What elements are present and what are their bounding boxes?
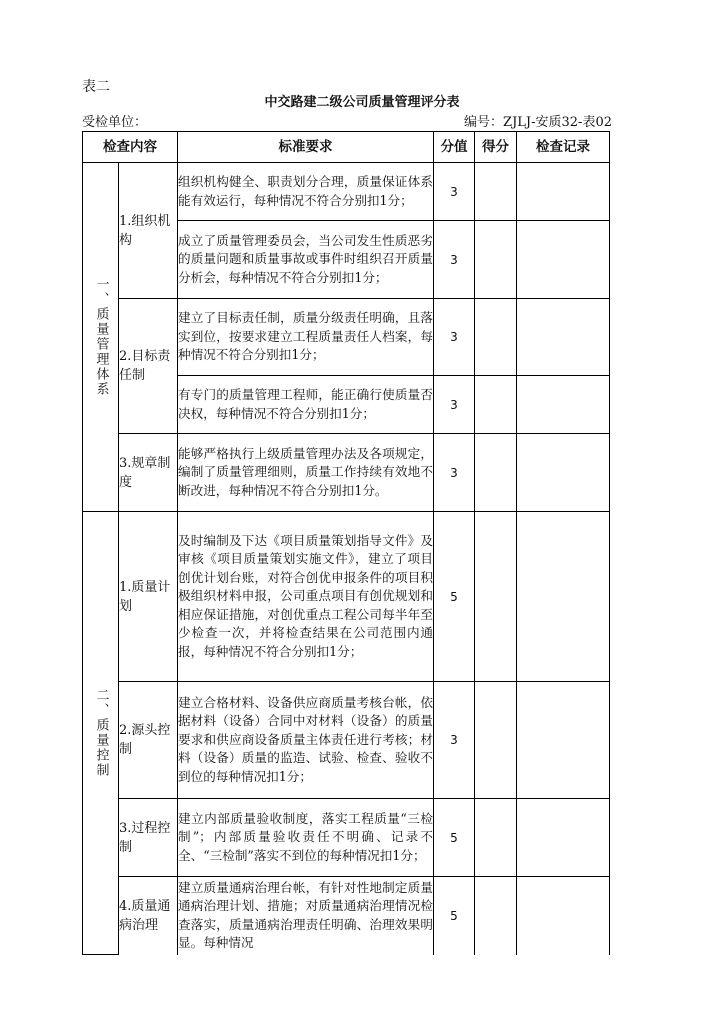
table-row xyxy=(83,299,610,376)
points-cell[interactable] xyxy=(475,877,517,955)
table-row xyxy=(83,434,610,512)
criterion-score: 3 xyxy=(434,376,475,434)
header-standard: 标准要求 xyxy=(178,132,434,163)
points-cell[interactable] xyxy=(475,376,517,434)
points-cell[interactable] xyxy=(475,221,517,299)
points-cell[interactable] xyxy=(475,434,517,512)
criterion-score: 5 xyxy=(434,512,475,682)
criterion-score: 5 xyxy=(434,877,475,955)
item-name: 3.规章制度 xyxy=(119,434,178,512)
table-row xyxy=(83,799,610,877)
record-cell[interactable] xyxy=(517,799,610,877)
points-cell[interactable] xyxy=(475,512,517,682)
meta-line xyxy=(82,111,612,130)
points-cell[interactable] xyxy=(475,799,517,877)
record-cell[interactable] xyxy=(517,376,610,434)
criterion-text: 及时编制及下达《项目质量策划指导文件》及审核《项目质量策划实施文件》，建立了项目创优计划台账，对符合创优申报条件的项目积极组织材料申报，公司重点项目有创优规划和相应保证措施，对创优重点工程公司每半年至少检查一次，并将检查结果在公司范围内通报，每种情况不符合分别扣1分； xyxy=(178,512,434,682)
criterion-text: 建立了目标责任制，质量分级责任明确，且落实到位，按要求建立工程质量责任人档案，每种情况不符合分别扣1分； xyxy=(178,299,434,376)
record-cell[interactable] xyxy=(517,682,610,799)
criterion-score: 3 xyxy=(434,163,475,221)
item-name: 1.质量计划 xyxy=(119,512,178,682)
section-title: 一、质量管理体系 xyxy=(83,163,119,512)
table-row xyxy=(83,877,610,955)
criterion-text: 组织机构健全、职责划分合理，质量保证体系能有效运行，每种情况不符合分别扣1分； xyxy=(178,163,434,221)
criterion-score: 5 xyxy=(434,799,475,877)
record-cell[interactable] xyxy=(517,877,610,955)
record-cell[interactable] xyxy=(517,163,610,221)
record-cell[interactable] xyxy=(517,299,610,376)
points-cell[interactable] xyxy=(475,682,517,799)
criterion-text: 能够严格执行上级质量管理办法及各项规定，编制了质量管理细则，质量工作持续有效地不断改进，每种情况不符合分别扣1分。 xyxy=(178,434,434,512)
score-table xyxy=(82,131,610,955)
criterion-score: 3 xyxy=(434,682,475,799)
header-points: 得分 xyxy=(475,132,517,163)
criterion-score: 3 xyxy=(434,434,475,512)
section-title: 二、质量控制 xyxy=(83,512,119,955)
page-label: 表二 xyxy=(82,79,110,95)
record-cell[interactable] xyxy=(517,434,610,512)
document-number: 编号：ZJLJ-安质32-表02 xyxy=(464,115,612,130)
criterion-text: 建立合格材料、设备供应商质量考核台帐，依据材料（设备）合同中对材料（设备）的质量要求和供应商设备质量主体责任进行考核；材料（设备）质量的监造、试验、检查、验收不到位的每种情况扣1分； xyxy=(178,682,434,799)
criterion-text: 建立质量通病治理台帐，有针对性地制定质量通病治理计划、措施；对质量通病治理情况检查落实，质量通病治理责任明确、治理效果明显。每种情况 xyxy=(178,877,434,955)
points-cell[interactable] xyxy=(475,163,517,221)
inspected-unit-label: 受检单位： xyxy=(82,115,148,130)
record-cell[interactable] xyxy=(517,512,610,682)
document-title: 中交路建二级公司质量管理评分表 xyxy=(264,95,460,110)
item-name: 2.目标责任制 xyxy=(119,299,178,434)
table-row xyxy=(83,512,610,682)
table-row xyxy=(83,682,610,799)
header-row xyxy=(83,132,610,163)
criterion-score: 3 xyxy=(434,299,475,376)
criterion-text: 建立内部质量验收制度，落实工程质量“三检制”；内部质量验收责任不明确、记录不全、“三检制”落实不到位的每种情况扣1分； xyxy=(178,799,434,877)
item-name: 4.质量通病治理 xyxy=(119,877,178,955)
criterion-score: 3 xyxy=(434,221,475,299)
criterion-text: 成立了质量管理委员会，当公司发生性质恶劣的质量问题和质量事故或事件时组织召开质量分析会，每种情况不符合分别扣1分； xyxy=(178,221,434,299)
header-content: 检查内容 xyxy=(83,132,178,163)
item-name: 1.组织机构 xyxy=(119,163,178,299)
criterion-text: 有专门的质量管理工程师，能正确行使质量否决权，每种情况不符合分别扣1分； xyxy=(178,376,434,434)
item-name: 2.源头控制 xyxy=(119,682,178,799)
item-name: 3.过程控制 xyxy=(119,799,178,877)
record-cell[interactable] xyxy=(517,221,610,299)
header-record: 检查记录 xyxy=(517,132,610,163)
header-score: 分值 xyxy=(434,132,475,163)
points-cell[interactable] xyxy=(475,299,517,376)
table-row xyxy=(83,163,610,221)
